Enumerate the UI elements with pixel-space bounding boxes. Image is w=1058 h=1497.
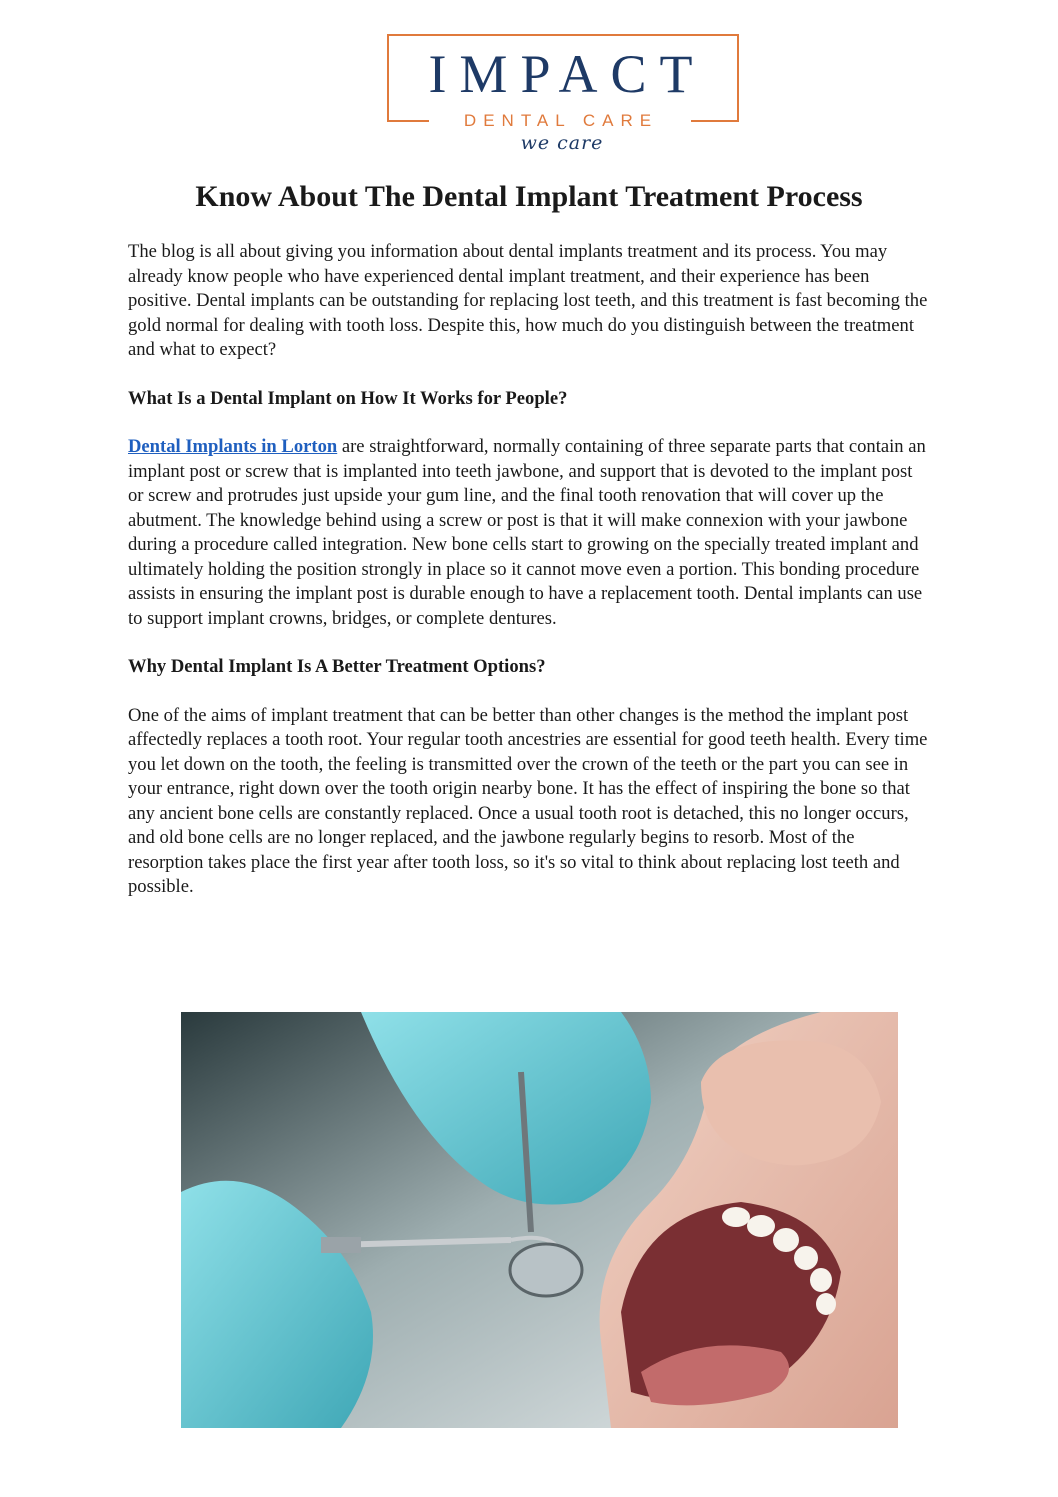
section-paragraph-what-is xyxy=(128,435,928,631)
section-heading-what-is: What Is a Dental Implant on How It Works for People? xyxy=(128,387,568,409)
dental-treatment-photo xyxy=(181,1012,898,1428)
logo-rule-right xyxy=(691,120,737,122)
logo-subtitle: DENTAL CARE xyxy=(463,111,659,130)
article-body xyxy=(128,240,928,924)
dental-photo-illustration xyxy=(181,1012,898,1428)
logo-wordmark: IMPACT xyxy=(428,44,706,104)
section-paragraph-what-is-text: are straightforward, normally containing of three separate parts that contain an implant post or screw that is implanted into teeth jawbone, and support that is devoted to the implant post or screw and protrudes just upside your gum line, and the final tooth renovation that will cover up the abutment. The knowledge behind using a screw or post is that it will make connexion with your jawbone during a procedure called integration. New bone cells start to growing on the specially treated implant and ultimately holding the position strongly in place so it cannot move even a portion. This bonding procedure assists in ensuring the implant post is durable enough to have a replacement tooth. Dental implants can use to support implant crowns, bridges, or complete dentures. xyxy=(128,436,926,629)
section-paragraph-why-better: One of the aims of implant treatment that can be better than other changes is the method the implant post affectedly replaces a tooth root. Your regular tooth ancestries are essential for good teeth health. Every time you let down on the tooth, the feeling is transmitted over the crown of the teeth or the part you can see in your entrance, right down over the tooth origin nearby bone. It has the effect of inspiring the bone so that any ancient bone cells are constantly replaced. Once a usual tooth root is detached, this no longer occurs, and old bone cells are no longer replaced, and the jawbone regularly begins to resorb. Most of the resorption takes place the first year after tooth loss, so it's so vital to think about replacing lost teeth and possible. xyxy=(128,704,928,897)
dental-implants-lorton-link[interactable]: Dental Implants in Lorton xyxy=(128,436,338,457)
page-title: Know About The Dental Implant Treatment Process xyxy=(195,180,863,213)
logo-subtitle-row xyxy=(387,110,737,132)
impact-dental-logo xyxy=(387,34,737,164)
intro-paragraph: The blog is all about giving you information about dental implants treatment and its process. You may already know people who have experienced dental implant treatment, and their experience has been positive. Dental implants can be outstanding for replacing lost teeth, and this treatment is fast becoming the gold normal for dealing with tooth loss. Despite this, how much do you distinguish between the treatment and what to expect? xyxy=(128,241,928,360)
logo-tagline: we care xyxy=(520,132,604,154)
logo-rule-left xyxy=(387,120,429,122)
section-heading-why-better: Why Dental Implant Is A Better Treatment Options? xyxy=(128,656,546,677)
